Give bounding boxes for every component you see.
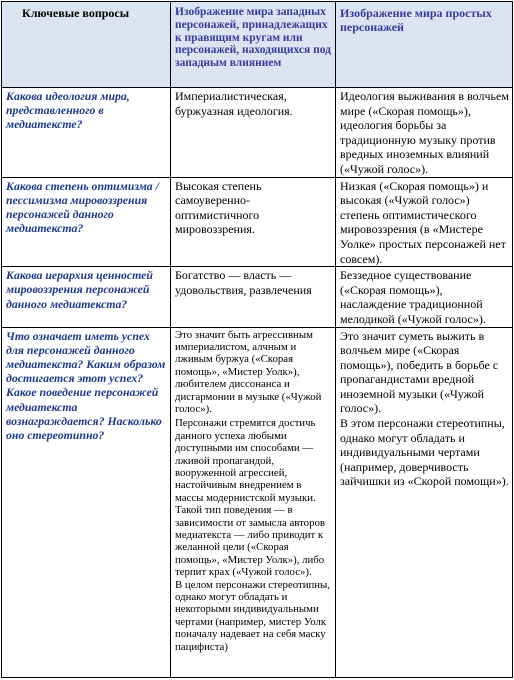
western-answer-cell <box>171 327 336 678</box>
question-cell: Какова степень оптимизма / пессимизма мировоззрения персонажей данного медиатекста? <box>2 177 171 267</box>
header-simple-text: Изображение мира простых персонажей <box>340 6 492 34</box>
header-western-characters <box>171 2 336 88</box>
header-simple-characters <box>336 2 513 88</box>
header-key-questions: Ключевые вопросы <box>2 2 171 88</box>
western-answer-cell: Империалистическая, буржуазная идеология. <box>171 88 336 178</box>
header-row <box>2 2 513 88</box>
table-row <box>2 327 513 678</box>
question-cell: Какова идеология мира, представленного в медиатексте? <box>2 88 171 178</box>
simple-paragraph: В этом персонажи стереотипны, однако могут обладать и индивидуальными чертами (например, доверчивость зайчишки из «Скорой помощи»). <box>340 416 509 489</box>
simple-answer-cell: Низкая («Скорая помощь») и высокая («Чужой голос») степень оптимистического мировоззрения (в «Мистере Уолке» простых персонажей нет совсем). <box>336 177 513 267</box>
table-row <box>2 177 513 267</box>
simple-answer-cell: Беззедное существование («Скорая помощь»), наслаждение традиционной мелодикой («Чужой голос»). <box>336 267 513 327</box>
ideology-comparison-table <box>1 1 513 678</box>
table-row <box>2 88 513 178</box>
simple-answer-cell: Идеология выживания в волчьем мире («Скорая помощь»), идеология борьбы за традиционную музыку против вредных иноземных влияний («Чужой голос»). <box>336 88 513 178</box>
western-paragraph: Персонажи стремятся достичь данного успеха любыми доступными им способами — лживой пропагандой, вооруженной агрессией, настойчивым внедрением в массы модернистской музыки. Такой тип поведения — в зависимости от замысла авторов медиатекста — либо приводит к желанной цели («Скорая помощь», «Мистер Уолк»), либо терпит крах («Чужой голос»). <box>175 417 325 579</box>
question-cell: Какова иерархия ценностей мировоззрения персонажей данного медиатекста? <box>2 267 171 327</box>
western-answer-cell: Богатство — власть — удовольствия, развлечения <box>171 267 336 327</box>
table-row <box>2 267 513 327</box>
header-western-text: Изображение мира западных персонажей, принадлежащих к правящим кругам или персонажей, находящихся под западным влиянием <box>175 6 331 70</box>
western-paragraph: Это значит быть агрессивным империалистом, алчным и лживым буржуа («Скорая помощь», «Мистер Уолк»), любителем диссонанса и дисгармонии в музыке («Чужой голос»). <box>175 328 322 415</box>
question-cell: Что означает иметь успех для персонажей данного медиатекста? Каким образом достигается этот успех? Какое поведение персонажей медиатекста вознаграждается? Насколько оно стереотипно? <box>2 327 171 678</box>
western-answer-cell: Высокая степень самоуверенно-оптимистичного мировоззрения. <box>171 177 336 267</box>
western-paragraph: В целом персонажи стереотипны, однако могут обладать и некоторыми индивидуальными чертами (например, мистер Уолк поначалу надевает на себя маску пацифиста) <box>175 578 331 653</box>
simple-paragraph: Это значит суметь выжить в волчьем мире («Скорая помощь»), победить в борьбе с пропагандистами вредной иноземной музыки («Чужой голос»). <box>340 328 499 416</box>
simple-answer-cell <box>336 327 513 678</box>
